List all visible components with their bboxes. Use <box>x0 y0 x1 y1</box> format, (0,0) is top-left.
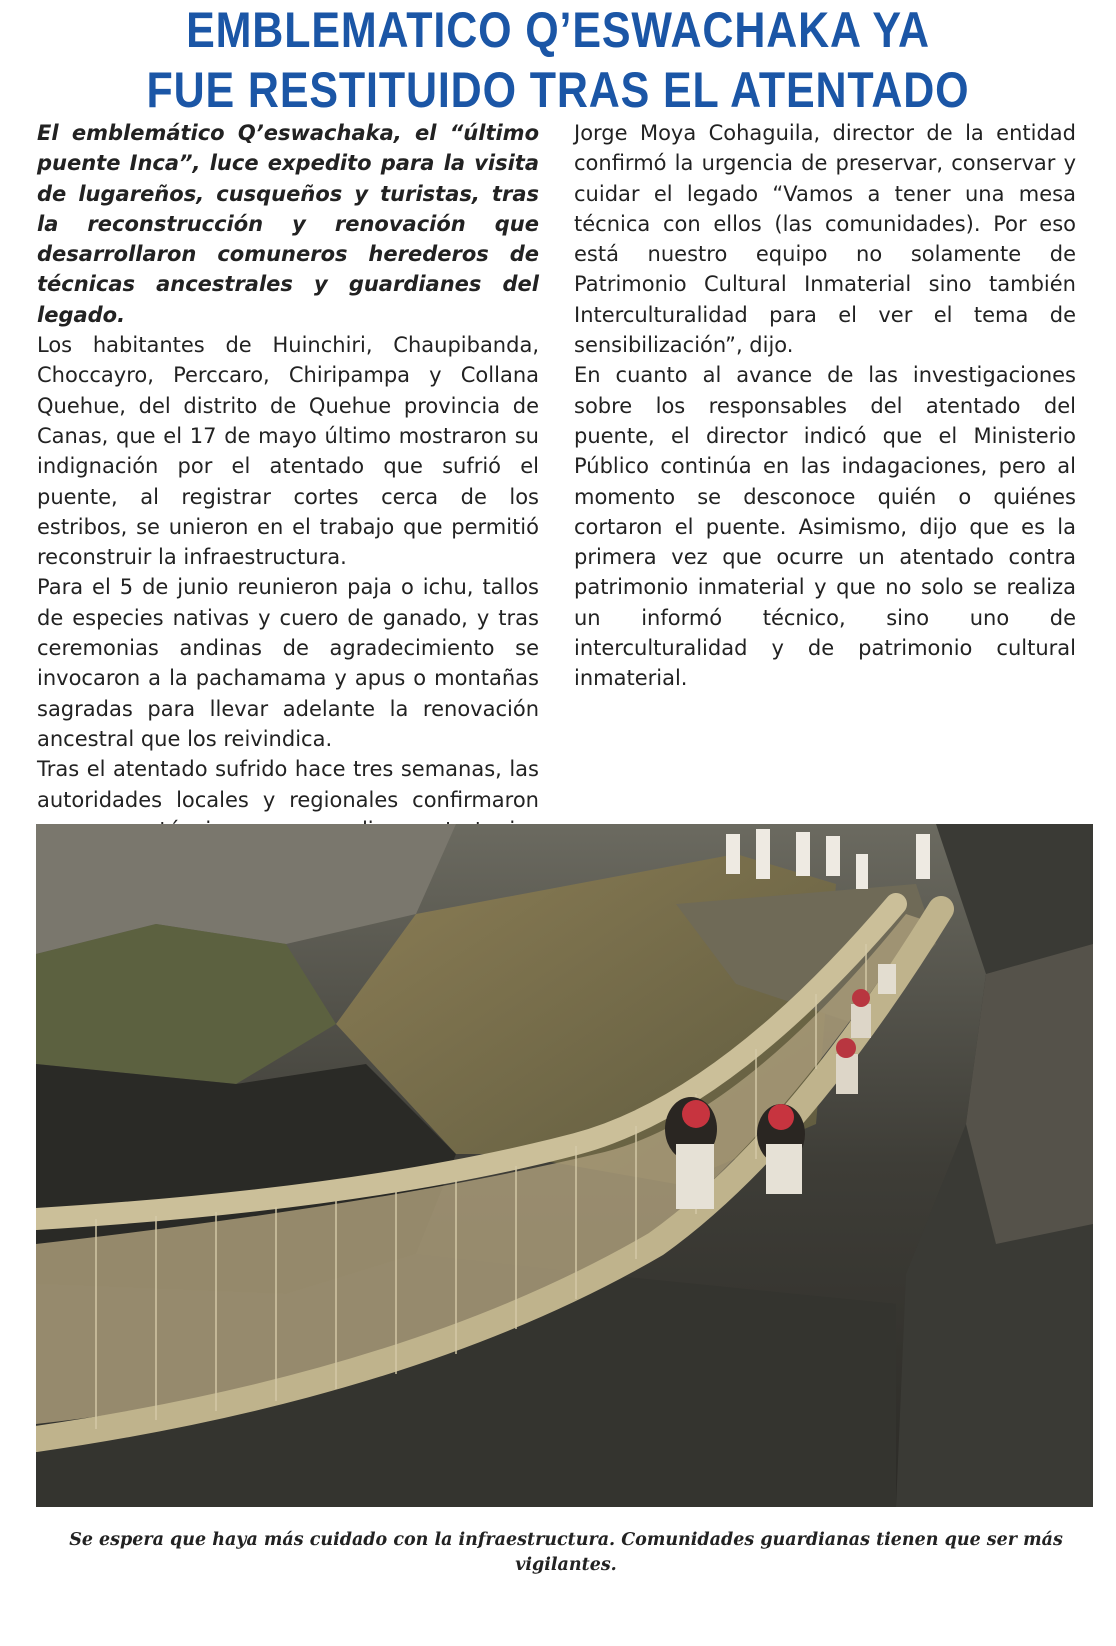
headline <box>78 0 1038 120</box>
body-paragraph-3: Tras el atentado sufrido hace tres semanas, las autoridades locales y regionales confirmaron <box>37 757 539 812</box>
headline-line-1: EMBLEMATICO Q’ESWACHAKA YA <box>186 2 930 58</box>
bridge-photo <box>36 824 1093 1507</box>
lead-paragraph: El emblemático Q’eswachaka, el “último puente Inca”, luce expedito para la visita de lugareños, cusqueños y turistas, tras la reconstrucción y renovación que desarrollaron comuneros herederos de técnicas ancestrales y guardianes del legado. <box>37 121 539 327</box>
text-column-right <box>574 118 1076 694</box>
body-paragraph-2: Para el 5 de junio reunieron paja o ichu, tallos de especies nativas y cuero de ganado, y tras ceremonias andinas de agradecimiento se invocaron a la pachamama y apus o montañas sagradas para llevar adelante la renovación ancestral que los reivindica. <box>37 575 539 751</box>
body-paragraph-4: Jorge Moya Cohaguila, director de la entidad confirmó la urgencia de preservar, conservar y cuidar el legado “Vamos a tener una mesa técnica con ellos (las comunidades). Por eso está nuestro equipo no solamente de Patrimonio Cultural Inmaterial sino también Interculturalidad para el ver el tema de sensibilización”, dijo. <box>574 121 1076 358</box>
bridge-illustration <box>36 824 1093 1507</box>
body-paragraph-5: En cuanto al avance de las investigaciones sobre los responsables del atentado del puente, el director indicó que el Ministerio Público continúa en las indagaciones, pero al momento se desconoce quién o quiénes cortaron el puente. Asimismo, dijo que es la primera vez que ocurre un atentado contra patrimonio inmaterial y que no solo se realiza un informó técnico, sino uno de interculturalidad y de patrimonio cultural inmaterial. <box>574 363 1076 691</box>
headline-line-2: FUE RESTITUIDO TRAS EL ATENTADO <box>146 62 970 118</box>
text-column-left <box>37 118 539 936</box>
photo-caption: Se espera que haya más cuidado con la infraestructura. Comunidades guardianas tienen que ser más vigilantes. <box>69 1530 1063 1575</box>
body-paragraph-1: Los habitantes de Huinchiri, Chaupibanda, Choccayro, Perccaro, Chiripampa y Collana Quehue, del distrito de Quehue provincia de Canas, que el 17 de mayo último mostraron su indignación por el atentado que sufrió el puente, al registrar cortes cerca de los estribos, se unieron en el trabajo que permitió reconstruir la infraestructura. <box>37 333 539 570</box>
